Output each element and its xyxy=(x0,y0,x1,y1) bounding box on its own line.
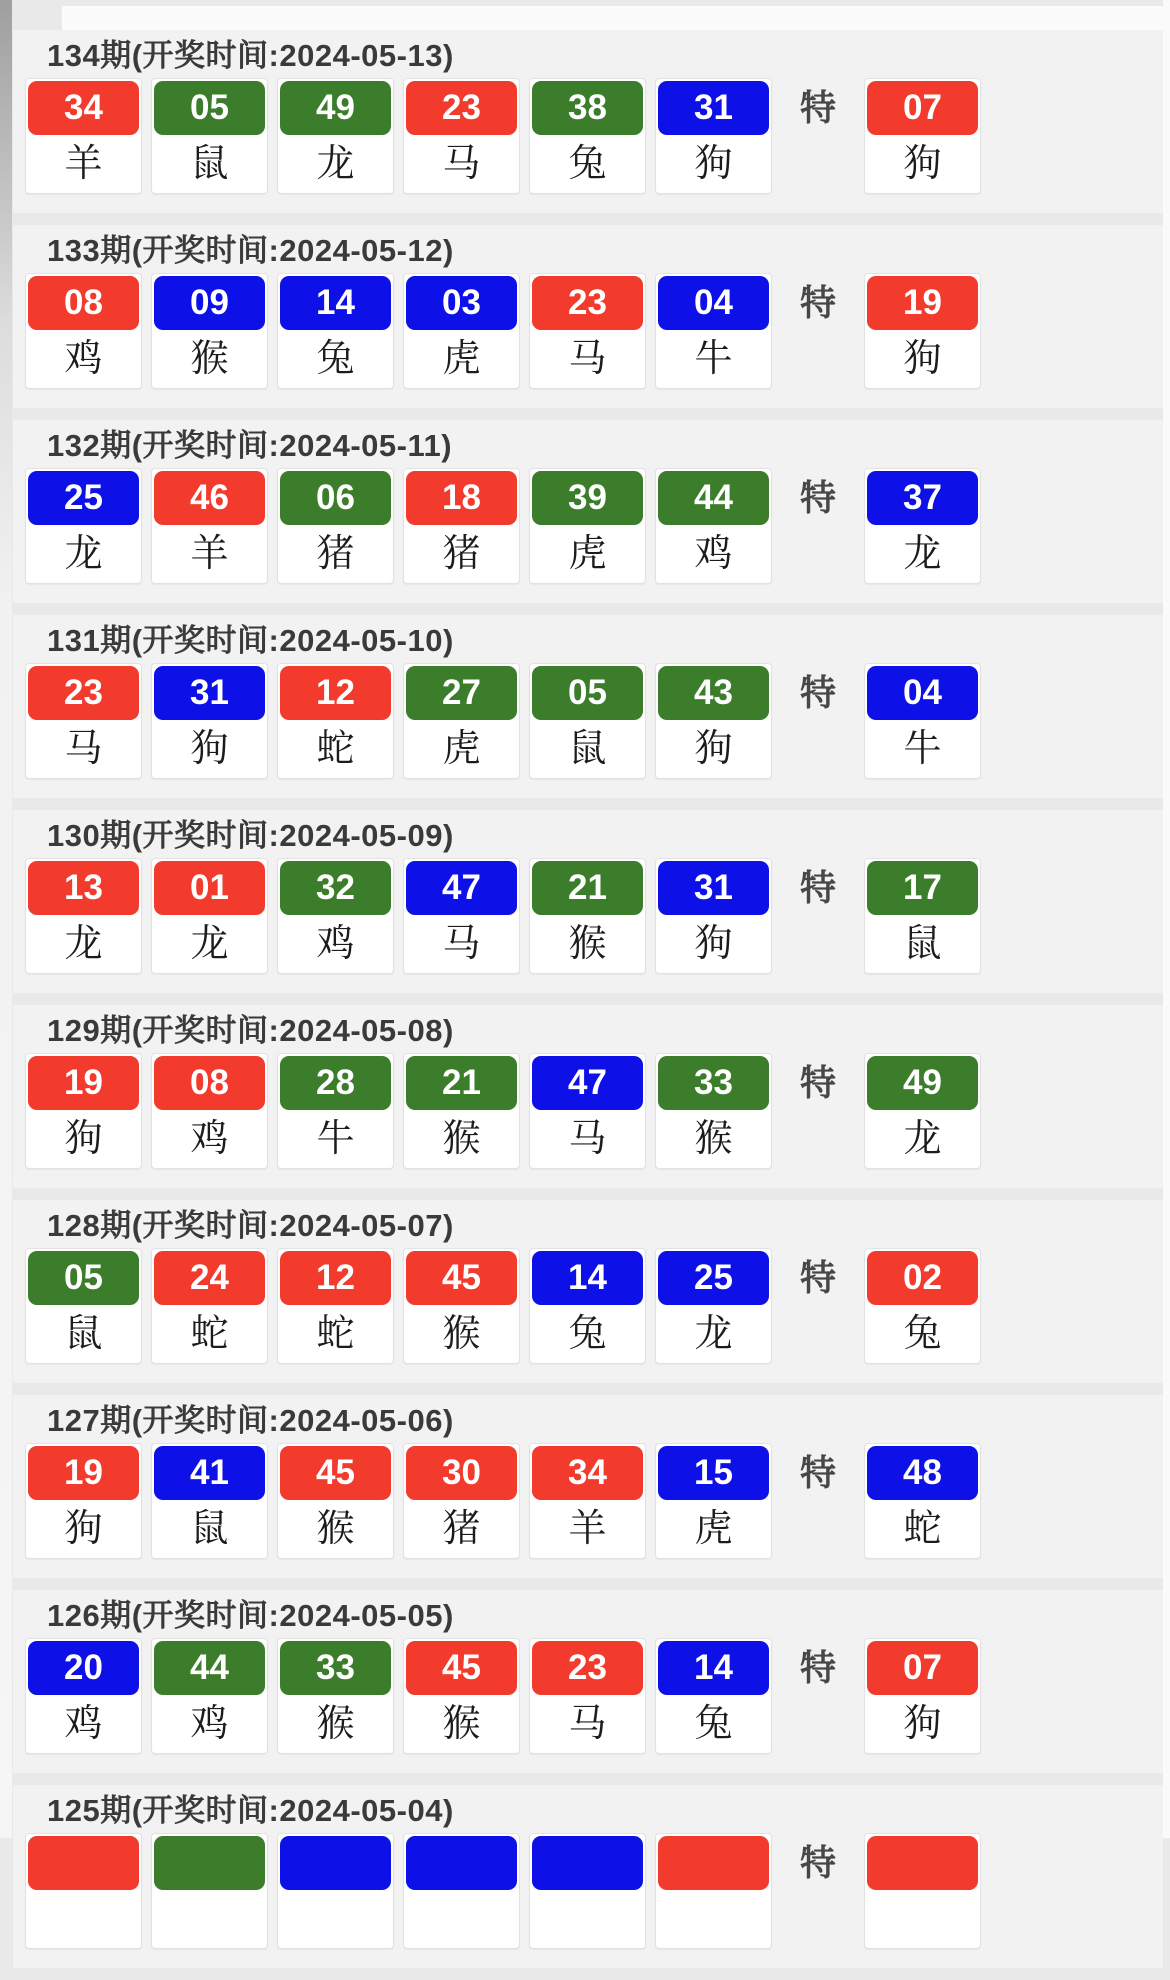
zodiac-label: 狗 xyxy=(867,330,978,386)
zodiac-label: 猪 xyxy=(406,1500,517,1556)
number-cell-main-5 xyxy=(529,1053,646,1169)
number-ball: 18 xyxy=(406,471,517,525)
zodiac-label: 马 xyxy=(28,720,139,776)
zodiac-label: 鼠 xyxy=(867,915,978,971)
number-ball: 23 xyxy=(532,1641,643,1695)
number-ball: 49 xyxy=(280,81,391,135)
number-cell-main-2 xyxy=(151,1638,268,1754)
number-ball xyxy=(532,1836,643,1890)
zodiac-label: 兔 xyxy=(532,135,643,191)
zodiac-label: 兔 xyxy=(867,1305,978,1361)
number-ball: 32 xyxy=(280,861,391,915)
number-cell-main-3 xyxy=(277,858,394,974)
draw-title: 130期(开奖时间:2024-05-09) xyxy=(47,818,454,853)
draw-title: 128期(开奖时间:2024-05-07) xyxy=(47,1208,454,1243)
zodiac-label: 鼠 xyxy=(154,1500,265,1556)
number-ball: 19 xyxy=(28,1446,139,1500)
zodiac-label: 牛 xyxy=(280,1110,391,1166)
special-marker: 特 xyxy=(799,477,836,518)
zodiac-label: 狗 xyxy=(28,1110,139,1166)
number-ball: 34 xyxy=(532,1446,643,1500)
zodiac-label: 马 xyxy=(406,915,517,971)
zodiac-label: 蛇 xyxy=(280,720,391,776)
number-ball: 08 xyxy=(154,1056,265,1110)
zodiac-label: 鼠 xyxy=(154,135,265,191)
zodiac-label: 狗 xyxy=(867,135,978,191)
draw-block xyxy=(13,1200,1163,1383)
number-ball: 44 xyxy=(154,1641,265,1695)
zodiac-label: 马 xyxy=(406,135,517,191)
number-ball: 47 xyxy=(532,1056,643,1110)
draw-numbers-row xyxy=(25,663,1163,779)
zodiac-label: 鸡 xyxy=(280,915,391,971)
zodiac-label xyxy=(28,1890,139,1946)
number-cell-main-2 xyxy=(151,273,268,389)
number-ball: 20 xyxy=(28,1641,139,1695)
number-ball xyxy=(867,1836,978,1890)
number-cell-main-4 xyxy=(403,1443,520,1559)
number-cell-main-4 xyxy=(403,1833,520,1949)
number-cell-main-5 xyxy=(529,1443,646,1559)
number-ball: 03 xyxy=(406,276,517,330)
zodiac-label: 蛇 xyxy=(867,1500,978,1556)
number-cell-main-5 xyxy=(529,1833,646,1949)
zodiac-label: 猪 xyxy=(280,525,391,581)
draw-numbers-row xyxy=(25,1053,1163,1169)
number-ball: 44 xyxy=(658,471,769,525)
zodiac-label: 马 xyxy=(532,1110,643,1166)
number-ball: 17 xyxy=(867,861,978,915)
number-cell-main-2 xyxy=(151,468,268,584)
draw-title: 132期(开奖时间:2024-05-11) xyxy=(47,428,453,463)
draw-block xyxy=(13,225,1163,408)
draw-numbers-row xyxy=(25,1833,1163,1949)
draw-title: 126期(开奖时间:2024-05-05) xyxy=(47,1598,454,1633)
number-cell-main-5 xyxy=(529,858,646,974)
number-ball: 30 xyxy=(406,1446,517,1500)
special-marker: 特 xyxy=(799,87,836,128)
draw-block xyxy=(13,1395,1163,1578)
number-cell-main-2 xyxy=(151,1443,268,1559)
number-ball xyxy=(280,1836,391,1890)
number-ball xyxy=(406,1836,517,1890)
number-ball: 31 xyxy=(658,81,769,135)
number-ball: 07 xyxy=(867,81,978,135)
number-cell-main-5 xyxy=(529,663,646,779)
number-cell-main-1 xyxy=(25,858,142,974)
number-ball xyxy=(154,1836,265,1890)
number-ball: 38 xyxy=(532,81,643,135)
zodiac-label: 狗 xyxy=(28,1500,139,1556)
number-ball: 49 xyxy=(867,1056,978,1110)
number-cell-special xyxy=(864,1443,981,1559)
special-marker: 特 xyxy=(799,1842,836,1883)
zodiac-label: 龙 xyxy=(280,135,391,191)
zodiac-label: 鸡 xyxy=(28,1695,139,1751)
zodiac-label: 猴 xyxy=(406,1110,517,1166)
special-marker: 特 xyxy=(799,1257,836,1298)
number-ball: 41 xyxy=(154,1446,265,1500)
draw-block xyxy=(13,1785,1163,1968)
number-cell-main-2 xyxy=(151,1053,268,1169)
zodiac-label: 鸡 xyxy=(28,330,139,386)
number-ball: 23 xyxy=(406,81,517,135)
number-cell-main-4 xyxy=(403,1248,520,1364)
zodiac-label: 龙 xyxy=(658,1305,769,1361)
number-ball: 24 xyxy=(154,1251,265,1305)
number-cell-main-1 xyxy=(25,663,142,779)
number-cell-main-4 xyxy=(403,1053,520,1169)
zodiac-label: 兔 xyxy=(532,1305,643,1361)
number-ball: 21 xyxy=(532,861,643,915)
number-cell-main-3 xyxy=(277,1638,394,1754)
zodiac-label: 鸡 xyxy=(154,1110,265,1166)
draw-numbers-row xyxy=(25,273,1163,389)
draw-block xyxy=(13,30,1163,213)
number-ball: 31 xyxy=(658,861,769,915)
page-right-edge xyxy=(1163,0,1170,1838)
special-marker: 特 xyxy=(799,1062,836,1103)
draw-block xyxy=(13,420,1163,603)
draw-numbers-row xyxy=(25,1638,1163,1754)
number-cell-main-2 xyxy=(151,1248,268,1364)
number-ball: 23 xyxy=(532,276,643,330)
draw-numbers-row xyxy=(25,858,1163,974)
zodiac-label: 马 xyxy=(532,1695,643,1751)
number-cell-main-4 xyxy=(403,858,520,974)
special-marker: 特 xyxy=(799,282,836,323)
zodiac-label: 龙 xyxy=(28,915,139,971)
zodiac-label: 虎 xyxy=(532,525,643,581)
number-cell-main-3 xyxy=(277,273,394,389)
draw-block xyxy=(13,615,1163,798)
number-ball: 23 xyxy=(28,666,139,720)
number-cell-main-1 xyxy=(25,78,142,194)
number-ball: 04 xyxy=(867,666,978,720)
number-cell-main-1 xyxy=(25,1053,142,1169)
number-cell-main-2 xyxy=(151,78,268,194)
number-cell-main-2 xyxy=(151,1833,268,1949)
number-ball: 02 xyxy=(867,1251,978,1305)
zodiac-label: 兔 xyxy=(658,1695,769,1751)
special-marker: 特 xyxy=(799,867,836,908)
number-cell-main-4 xyxy=(403,663,520,779)
number-cell-main-3 xyxy=(277,663,394,779)
number-cell-main-2 xyxy=(151,663,268,779)
zodiac-label: 虎 xyxy=(406,330,517,386)
zodiac-label: 牛 xyxy=(867,720,978,776)
zodiac-label: 狗 xyxy=(658,135,769,191)
number-ball: 33 xyxy=(280,1641,391,1695)
number-ball: 08 xyxy=(28,276,139,330)
zodiac-label: 狗 xyxy=(867,1695,978,1751)
number-cell-main-5 xyxy=(529,1248,646,1364)
zodiac-label: 狗 xyxy=(658,915,769,971)
number-ball: 14 xyxy=(532,1251,643,1305)
page-left-edge xyxy=(0,0,12,1838)
zodiac-label xyxy=(867,1890,978,1946)
number-ball xyxy=(28,1836,139,1890)
number-cell-main-6 xyxy=(655,1833,772,1949)
draw-block xyxy=(13,1005,1163,1188)
number-cell-special xyxy=(864,468,981,584)
number-cell-main-6 xyxy=(655,273,772,389)
number-cell-main-5 xyxy=(529,78,646,194)
number-ball: 27 xyxy=(406,666,517,720)
number-cell-main-5 xyxy=(529,1638,646,1754)
number-ball: 47 xyxy=(406,861,517,915)
zodiac-label: 羊 xyxy=(154,525,265,581)
number-cell-main-3 xyxy=(277,468,394,584)
number-cell-main-1 xyxy=(25,1443,142,1559)
draw-numbers-row xyxy=(25,1248,1163,1364)
zodiac-label xyxy=(658,1890,769,1946)
number-ball: 45 xyxy=(406,1641,517,1695)
zodiac-label: 龙 xyxy=(867,525,978,581)
number-ball: 05 xyxy=(154,81,265,135)
number-cell-main-4 xyxy=(403,1638,520,1754)
zodiac-label: 龙 xyxy=(867,1110,978,1166)
number-cell-main-6 xyxy=(655,1443,772,1559)
number-ball: 13 xyxy=(28,861,139,915)
zodiac-label: 猴 xyxy=(532,915,643,971)
number-ball: 25 xyxy=(28,471,139,525)
draw-numbers-row xyxy=(25,468,1163,584)
draw-title: 133期(开奖时间:2024-05-12) xyxy=(47,233,454,268)
number-cell-main-3 xyxy=(277,78,394,194)
number-cell-special xyxy=(864,663,981,779)
number-cell-special xyxy=(864,273,981,389)
draw-block xyxy=(13,810,1163,993)
number-ball: 21 xyxy=(406,1056,517,1110)
number-ball: 46 xyxy=(154,471,265,525)
number-cell-main-3 xyxy=(277,1443,394,1559)
zodiac-label: 蛇 xyxy=(154,1305,265,1361)
number-ball: 05 xyxy=(28,1251,139,1305)
zodiac-label: 猪 xyxy=(406,525,517,581)
number-ball: 28 xyxy=(280,1056,391,1110)
zodiac-label: 鸡 xyxy=(154,1695,265,1751)
zodiac-label xyxy=(154,1890,265,1946)
zodiac-label: 鼠 xyxy=(28,1305,139,1361)
number-ball: 19 xyxy=(28,1056,139,1110)
number-ball: 37 xyxy=(867,471,978,525)
number-cell-main-1 xyxy=(25,468,142,584)
number-ball: 07 xyxy=(867,1641,978,1695)
number-ball: 33 xyxy=(658,1056,769,1110)
special-marker: 特 xyxy=(799,1452,836,1493)
number-cell-main-6 xyxy=(655,1053,772,1169)
number-ball: 19 xyxy=(867,276,978,330)
draw-numbers-row xyxy=(25,1443,1163,1559)
number-ball: 39 xyxy=(532,471,643,525)
zodiac-label: 牛 xyxy=(658,330,769,386)
number-cell-main-1 xyxy=(25,1833,142,1949)
draw-title: 134期(开奖时间:2024-05-13) xyxy=(47,38,454,73)
number-cell-main-3 xyxy=(277,1833,394,1949)
zodiac-label: 马 xyxy=(532,330,643,386)
zodiac-label: 蛇 xyxy=(280,1305,391,1361)
zodiac-label: 猴 xyxy=(280,1695,391,1751)
zodiac-label: 猴 xyxy=(406,1305,517,1361)
zodiac-label: 龙 xyxy=(154,915,265,971)
number-ball: 05 xyxy=(532,666,643,720)
number-cell-main-2 xyxy=(151,858,268,974)
number-cell-main-4 xyxy=(403,468,520,584)
draw-title: 127期(开奖时间:2024-05-06) xyxy=(47,1403,454,1438)
special-marker: 特 xyxy=(799,672,836,713)
number-cell-main-1 xyxy=(25,1248,142,1364)
zodiac-label: 猴 xyxy=(154,330,265,386)
number-cell-special xyxy=(864,1833,981,1949)
number-ball xyxy=(658,1836,769,1890)
number-cell-main-3 xyxy=(277,1248,394,1364)
zodiac-label: 猴 xyxy=(658,1110,769,1166)
draw-block xyxy=(13,1590,1163,1773)
number-ball: 14 xyxy=(280,276,391,330)
zodiac-label: 羊 xyxy=(28,135,139,191)
number-ball: 45 xyxy=(406,1251,517,1305)
number-cell-main-6 xyxy=(655,1248,772,1364)
zodiac-label: 鸡 xyxy=(658,525,769,581)
number-ball: 04 xyxy=(658,276,769,330)
number-cell-special xyxy=(864,1248,981,1364)
number-ball: 15 xyxy=(658,1446,769,1500)
draw-numbers-row xyxy=(25,78,1163,194)
number-cell-main-6 xyxy=(655,78,772,194)
zodiac-label: 鼠 xyxy=(532,720,643,776)
zodiac-label xyxy=(406,1890,517,1946)
zodiac-label: 虎 xyxy=(406,720,517,776)
zodiac-label: 兔 xyxy=(280,330,391,386)
zodiac-label: 虎 xyxy=(658,1500,769,1556)
number-cell-special xyxy=(864,1638,981,1754)
number-ball: 45 xyxy=(280,1446,391,1500)
number-ball: 48 xyxy=(867,1446,978,1500)
number-cell-main-4 xyxy=(403,273,520,389)
special-marker: 特 xyxy=(799,1647,836,1688)
zodiac-label: 羊 xyxy=(532,1500,643,1556)
number-cell-special xyxy=(864,858,981,974)
number-ball: 31 xyxy=(154,666,265,720)
draw-title: 129期(开奖时间:2024-05-08) xyxy=(47,1013,454,1048)
number-cell-main-4 xyxy=(403,78,520,194)
number-cell-special xyxy=(864,1053,981,1169)
draw-list xyxy=(13,30,1163,1980)
zodiac-label xyxy=(280,1890,391,1946)
number-cell-main-5 xyxy=(529,468,646,584)
number-ball: 09 xyxy=(154,276,265,330)
draw-title: 125期(开奖时间:2024-05-04) xyxy=(47,1793,454,1828)
zodiac-label: 猴 xyxy=(280,1500,391,1556)
number-cell-main-5 xyxy=(529,273,646,389)
number-ball: 25 xyxy=(658,1251,769,1305)
number-ball: 12 xyxy=(280,666,391,720)
zodiac-label xyxy=(532,1890,643,1946)
draw-title: 131期(开奖时间:2024-05-10) xyxy=(47,623,454,658)
number-ball: 43 xyxy=(658,666,769,720)
number-cell-special xyxy=(864,78,981,194)
top-divider-bar xyxy=(62,6,1163,31)
number-cell-main-1 xyxy=(25,273,142,389)
number-cell-main-3 xyxy=(277,1053,394,1169)
zodiac-label: 龙 xyxy=(28,525,139,581)
zodiac-label: 猴 xyxy=(406,1695,517,1751)
number-ball: 06 xyxy=(280,471,391,525)
number-ball: 01 xyxy=(154,861,265,915)
zodiac-label: 狗 xyxy=(154,720,265,776)
number-cell-main-6 xyxy=(655,1638,772,1754)
number-ball: 12 xyxy=(280,1251,391,1305)
number-cell-main-1 xyxy=(25,1638,142,1754)
number-ball: 34 xyxy=(28,81,139,135)
number-cell-main-6 xyxy=(655,663,772,779)
number-cell-main-6 xyxy=(655,468,772,584)
number-ball: 14 xyxy=(658,1641,769,1695)
number-cell-main-6 xyxy=(655,858,772,974)
zodiac-label: 狗 xyxy=(658,720,769,776)
